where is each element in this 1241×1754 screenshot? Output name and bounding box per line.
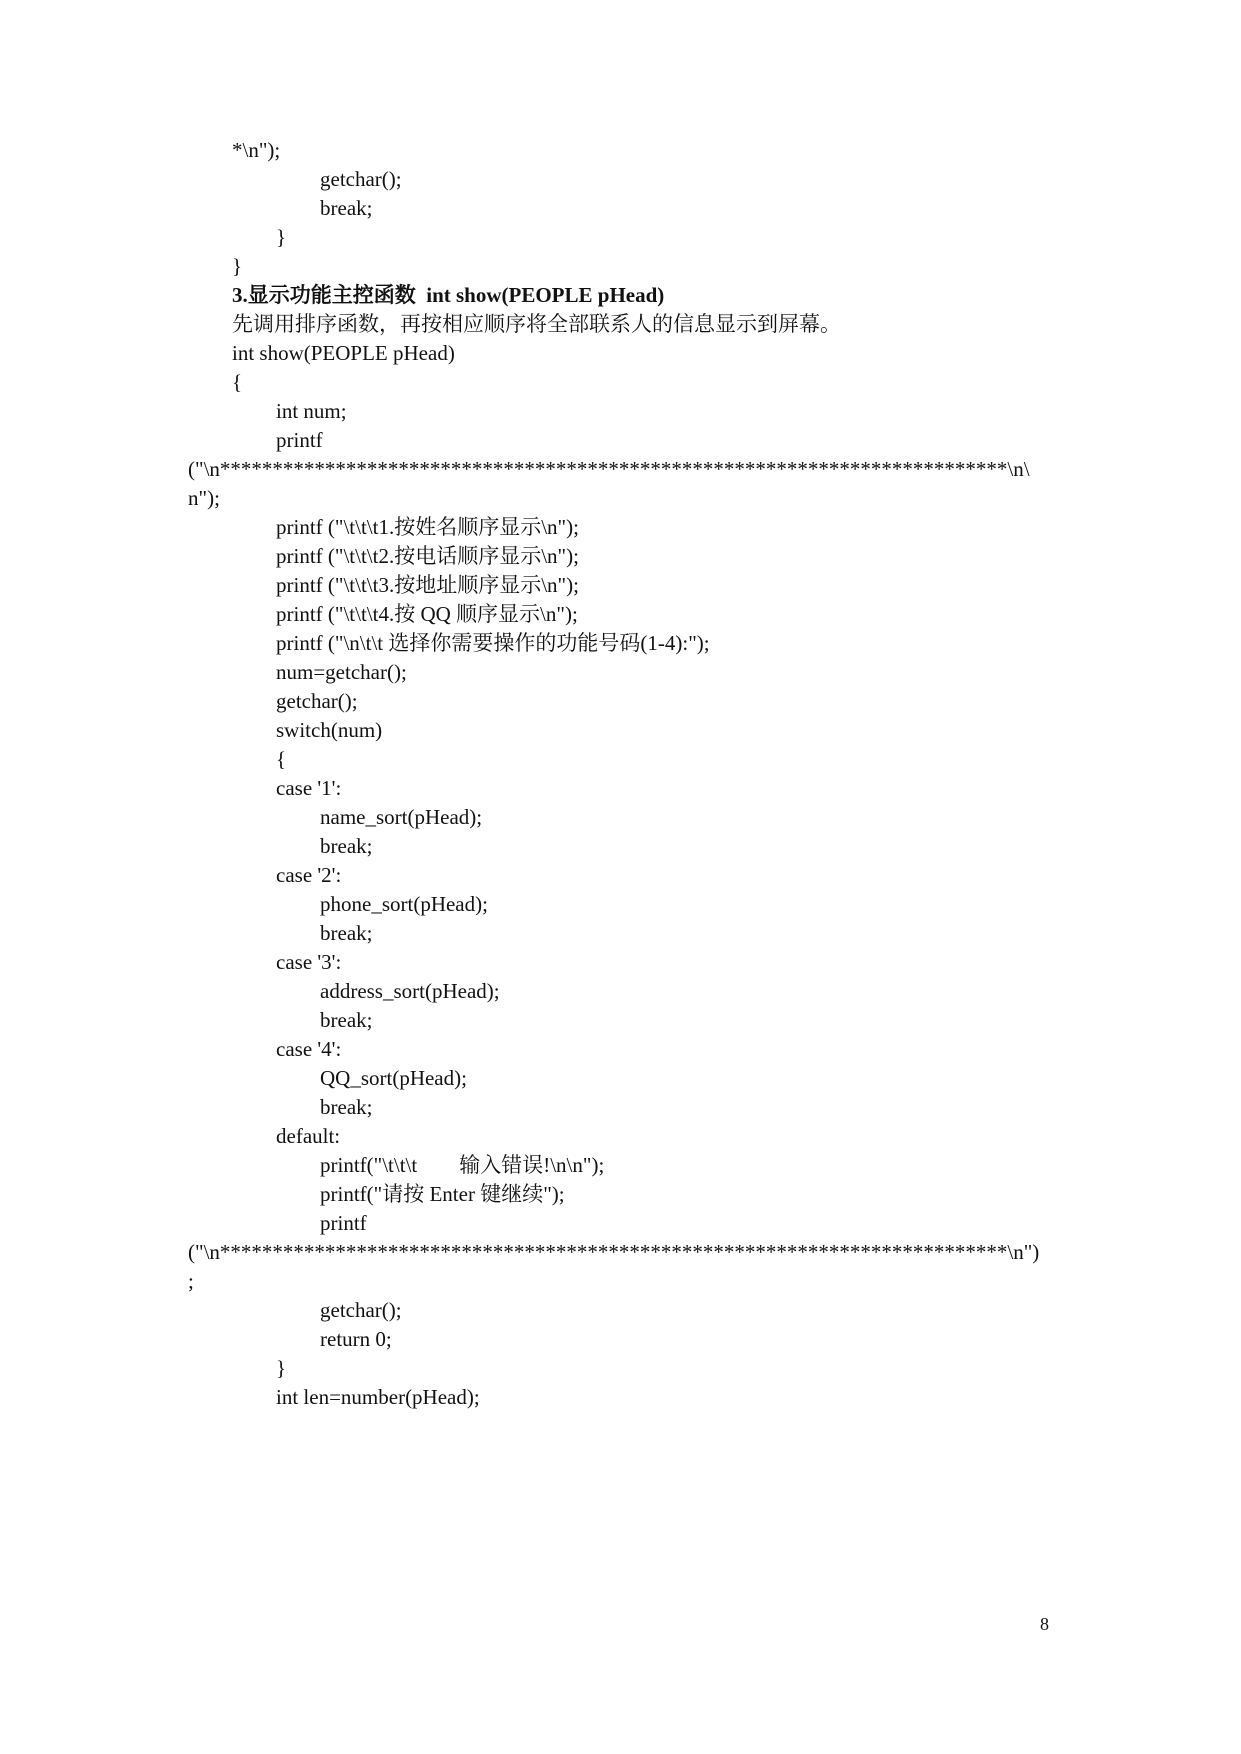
code-line: case '2':	[276, 863, 342, 887]
code-line: printf ("\t\t\t3.按地址顺序显示\n");	[276, 573, 579, 597]
code-line: name_sort(pHead);	[320, 805, 483, 829]
code-line: int num;	[276, 399, 347, 423]
code-line: }	[276, 225, 287, 249]
code-line: printf ("\t\t\t2.按电话顺序显示\n");	[276, 544, 579, 568]
code-line: ("\n***************************************************************************\n")	[188, 1240, 1040, 1264]
code-line: {	[232, 370, 243, 394]
code-line: getchar();	[320, 1298, 402, 1322]
page-number: 8	[1040, 1614, 1049, 1634]
code-line: getchar();	[320, 167, 402, 191]
code-line: num=getchar();	[276, 660, 407, 684]
code-line: break;	[320, 1008, 373, 1032]
code-line: {	[276, 747, 287, 771]
code-line: break;	[320, 196, 373, 220]
code-line: printf ("\t\t\t4.按 QQ 顺序显示\n");	[276, 602, 578, 626]
code-line: case '3':	[276, 950, 342, 974]
code-line: printf	[320, 1211, 367, 1235]
code-line: break;	[320, 1095, 373, 1119]
code-line: }	[276, 1356, 287, 1380]
code-line: printf ("\n\t\t 选择你需要操作的功能号码(1-4):");	[276, 631, 710, 655]
code-line: switch(num)	[276, 718, 383, 742]
code-line: ;	[188, 1269, 194, 1293]
code-line: printf	[276, 428, 323, 452]
code-line: phone_sort(pHead);	[320, 892, 488, 916]
code-line: getchar();	[276, 689, 358, 713]
code-line: case '1':	[276, 776, 342, 800]
code-line: break;	[320, 921, 373, 945]
code-line: int show(PEOPLE pHead)	[232, 341, 455, 365]
code-line: n");	[188, 486, 220, 510]
code-line: break;	[320, 834, 373, 858]
code-line: ("\n***************************************************************************\n\	[188, 457, 1030, 481]
code-line: printf("请按 Enter 键继续");	[320, 1182, 565, 1206]
code-line: QQ_sort(pHead);	[320, 1066, 467, 1090]
code-line: int len=number(pHead);	[276, 1385, 480, 1409]
section-heading: 3.显示功能主控函数 int show(PEOPLE pHead)	[232, 283, 665, 307]
code-line: case '4':	[276, 1037, 342, 1061]
code-line: default:	[276, 1124, 341, 1148]
code-line: printf ("\t\t\t1.按姓名顺序显示\n");	[276, 515, 579, 539]
description-text: 先调用排序函数，再按相应顺序将全部联系人的信息显示到屏幕。	[232, 312, 841, 336]
code-line: return 0;	[320, 1327, 392, 1351]
code-line: *\n");	[232, 138, 281, 162]
code-line: printf("\t\t\t 输入错误!\n\n");	[320, 1153, 605, 1177]
code-line: address_sort(pHead);	[320, 979, 500, 1003]
code-line: }	[232, 254, 243, 278]
